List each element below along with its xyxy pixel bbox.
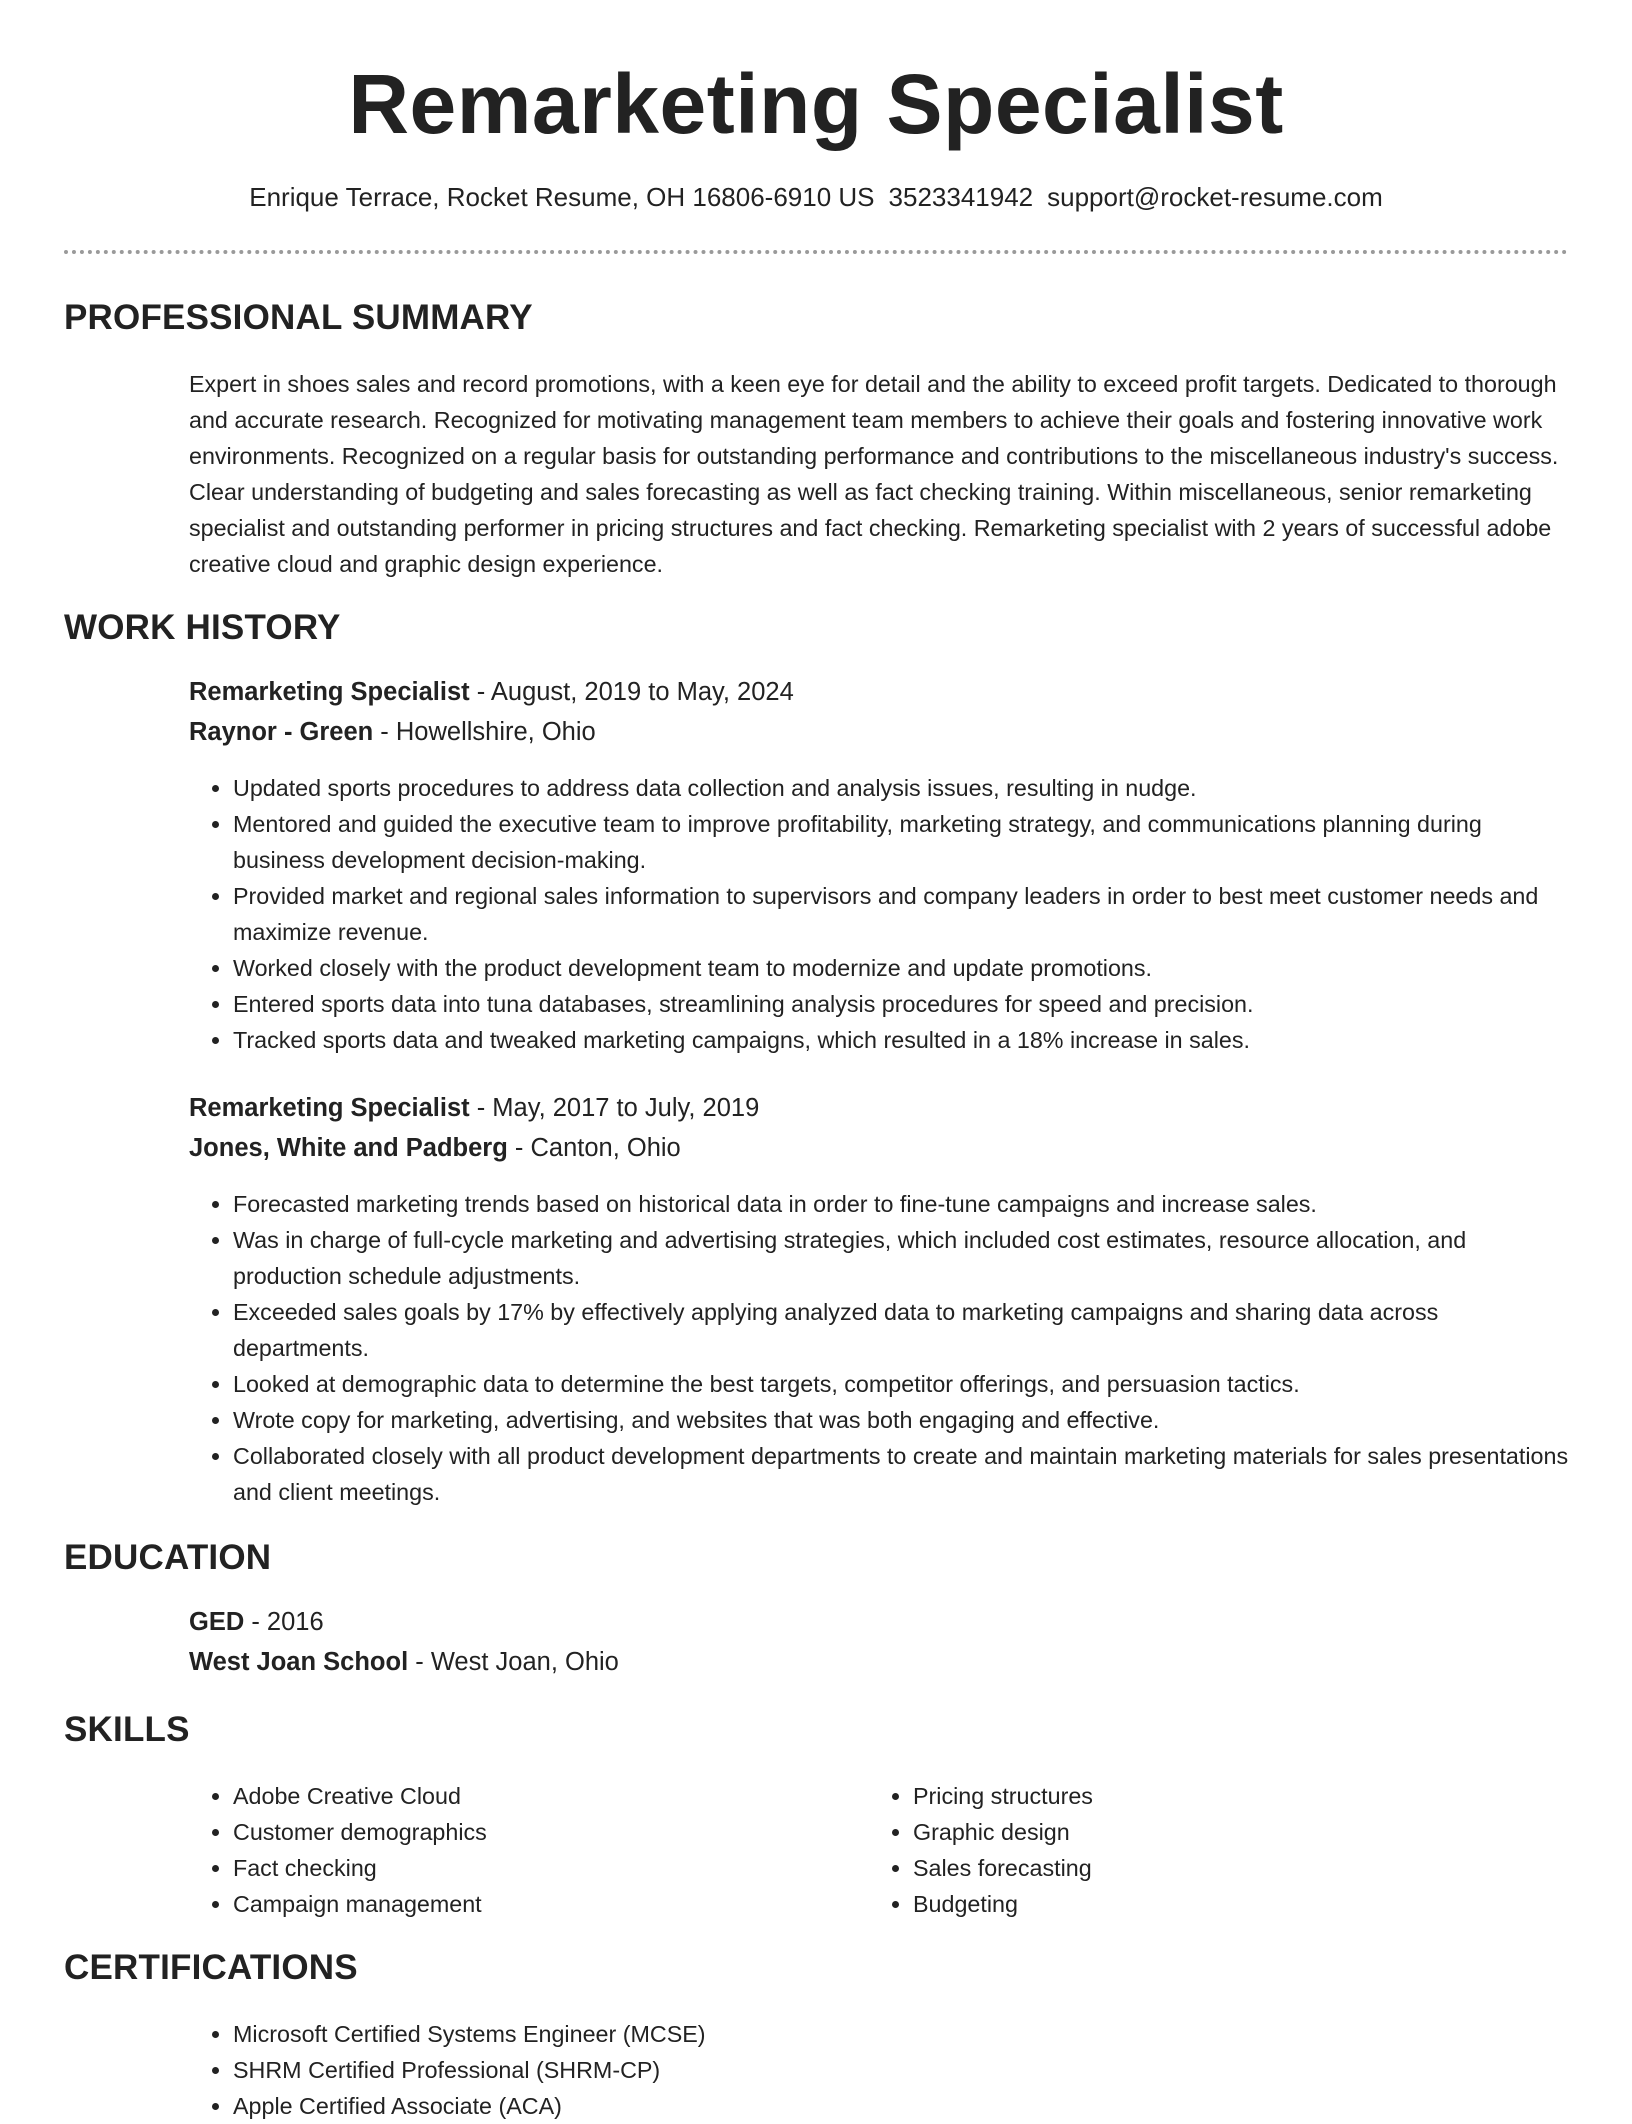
contact-line [0,182,1632,213]
skills-list-right [869,1778,1632,1922]
list-item: • Looked at demographic data to determine the best targets, competitor offerings, and persuasion tactics. [233,1366,1569,1402]
list-item: • Exceeded sales goals by 17% by effectively applying analyzed data to marketing campaigns and sharing data across departments. [233,1294,1569,1366]
job-2-dates: - May, 2017 to July, 2019 [469,1094,760,1122]
section-title-skills: SKILLS [64,1710,190,1749]
section-title-summary: PROFESSIONAL SUMMARY [64,298,533,337]
list-item: • Customer demographics [233,1814,1569,1850]
job-1-bullets [189,770,1569,1058]
contact-email: support@rocket-resume.com [1047,182,1383,212]
list-item: • Microsoft Certified Systems Engineer (MCSE) [233,2016,1569,2052]
education-school: West Joan School [189,1648,409,1676]
education-location: - West Joan, Ohio [408,1648,619,1676]
education-school-line [189,1648,619,1677]
list-item: • Adobe Creative Cloud [233,1778,1569,1814]
list-item: • Budgeting [913,1886,1632,1922]
summary-text: Expert in shoes sales and record promotions, with a keen eye for detail and the ability to exceed profit targets. Dedicated to thorough and accurate research. Recognized for motivating management team members to achieve their goals and fostering innovative work environments. Recognized on a regular basis for outstanding performance and contributions to the miscellaneous industry's success. Clear understanding of budgeting and sales forecasting as well as fact checking training. Within miscellaneous, senior remarketing specialist and outstanding performer in pricing structures and fact checking. Remarketing specialist with 2 years of successful adobe creative cloud and graphic design experience. [189,371,1559,577]
list-item: • Forecasted marketing trends based on historical data in order to fine-tune campaigns and increase sales. [233,1186,1569,1222]
education-degree: GED [189,1608,245,1636]
job-1-title: Remarketing Specialist [189,678,470,706]
job-1-location: - Howellshire, Ohio [373,718,596,746]
list-item: • Pricing structures [913,1778,1632,1814]
list-item: • Worked closely with the product development team to modernize and update promotions. [233,950,1569,986]
list-item: • Tracked sports data and tweaked marketing campaigns, which resulted in a 18% increase in sales. [233,1022,1569,1058]
list-item: • Collaborated closely with all product development departments to create and maintain marketing materials for sales presentations and client meetings. [233,1438,1569,1510]
list-item: • Was in charge of full-cycle marketing and advertising strategies, which included cost estimates, resource allocation, and production schedule adjustments. [233,1222,1569,1294]
list-item: • Graphic design [913,1814,1632,1850]
list-item: • Apple Certified Associate (ACA) [233,2088,1569,2124]
certifications-list [189,2016,1569,2124]
job-1-company: Raynor - Green [189,718,374,746]
job-2-company-line [189,1134,681,1163]
list-item: • Wrote copy for marketing, advertising, and websites that was both engaging and effective. [233,1402,1569,1438]
job-2-title-line [189,1094,759,1123]
section-title-certifications: CERTIFICATIONS [64,1948,358,1987]
list-item: • Mentored and guided the executive team to improve profitability, marketing strategy, and communications planning during business development decision-making. [233,806,1569,878]
job-2-title: Remarketing Specialist [189,1094,470,1122]
job-2-bullets [189,1186,1569,1510]
education-degree-line [189,1608,324,1637]
section-title-work-history: WORK HISTORY [64,608,341,647]
list-item: • Campaign management [233,1886,1569,1922]
job-1-dates: - August, 2019 to May, 2024 [469,678,794,706]
job-1-title-line [189,678,794,707]
list-item: • Fact checking [233,1850,1569,1886]
list-item: • SHRM Certified Professional (SHRM-CP) [233,2052,1569,2088]
list-item: • Entered sports data into tuna databases, streamlining analysis procedures for speed and precision. [233,986,1569,1022]
job-2-location: - Canton, Ohio [507,1134,681,1162]
education-year: - 2016 [244,1608,324,1636]
list-item: • Sales forecasting [913,1850,1632,1886]
contact-address: Enrique Terrace, Rocket Resume, OH 16806-6910 US [249,182,875,212]
resume-title: Remarketing Specialist [348,57,1284,151]
list-item: • Updated sports procedures to address data collection and analysis issues, resulting in nudge. [233,770,1569,806]
header-divider [64,250,1568,254]
section-title-education: EDUCATION [64,1538,272,1577]
contact-phone: 3523341942 [888,182,1034,212]
list-item: • Provided market and regional sales information to supervisors and company leaders in order to best meet customer needs and maximize revenue. [233,878,1569,950]
job-2-company: Jones, White and Padberg [189,1134,508,1162]
job-1-company-line [189,718,596,747]
